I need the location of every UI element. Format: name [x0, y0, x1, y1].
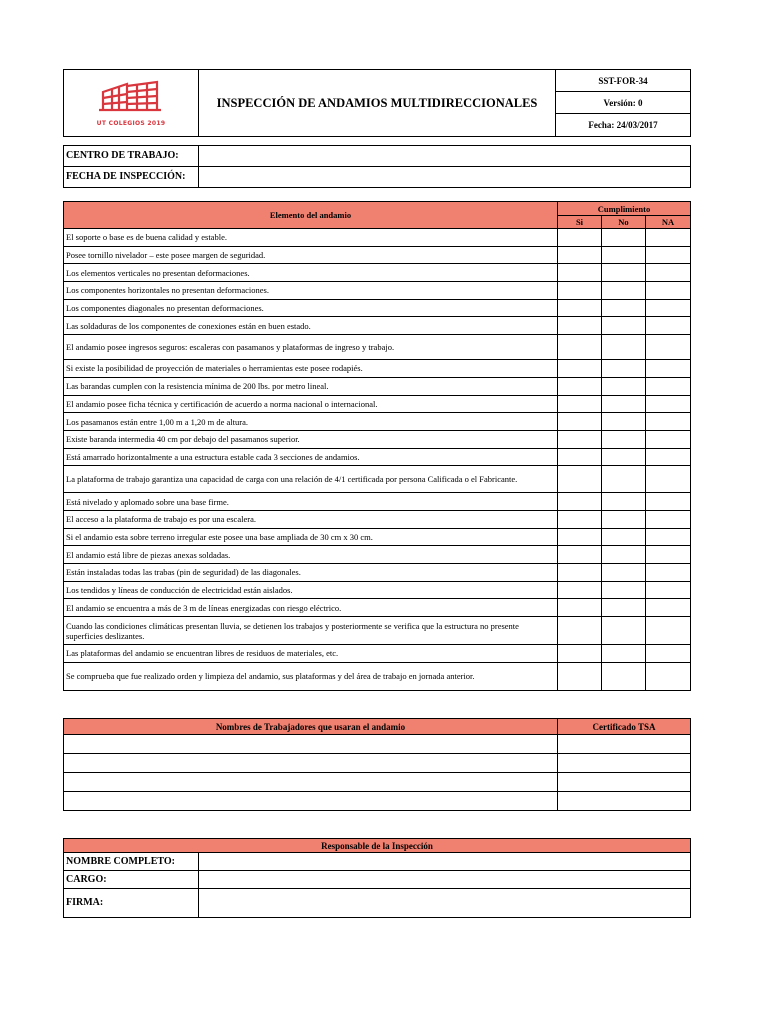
- checklist-item-text: Están instaladas todas las trabas (pin de seguridad) de las diagonales.: [64, 564, 558, 582]
- worker-name-field[interactable]: [64, 773, 558, 792]
- checkbox-si[interactable]: [558, 282, 602, 300]
- checklist-row: [64, 360, 691, 378]
- worker-cert-field[interactable]: [558, 754, 691, 773]
- checkbox-si[interactable]: [558, 581, 602, 599]
- checkbox-na[interactable]: [646, 430, 691, 448]
- fecha-inspeccion-label: FECHA DE INSPECCIÓN:: [64, 167, 199, 188]
- checkbox-no[interactable]: [602, 599, 646, 617]
- checkbox-si[interactable]: [558, 448, 602, 466]
- cargo-label: CARGO:: [64, 871, 199, 889]
- fecha-inspeccion-field[interactable]: [199, 167, 691, 188]
- checkbox-si[interactable]: [558, 662, 602, 690]
- nombre-completo-label: NOMBRE COMPLETO:: [64, 853, 199, 871]
- checklist-item-text: El soporte o base es de buena calidad y estable.: [64, 229, 558, 247]
- checkbox-na[interactable]: [646, 493, 691, 511]
- header-table: [63, 69, 691, 137]
- checkbox-na[interactable]: [646, 510, 691, 528]
- checkbox-si[interactable]: [558, 510, 602, 528]
- document-title: INSPECCIÓN DE ANDAMIOS MULTIDIRECCIONALES: [199, 70, 556, 137]
- worker-cert-field[interactable]: [558, 773, 691, 792]
- col-no-header: No: [602, 216, 646, 229]
- checklist-row: [64, 564, 691, 582]
- checkbox-na[interactable]: [646, 246, 691, 264]
- checklist-row: [64, 229, 691, 247]
- checkbox-na[interactable]: [646, 282, 691, 300]
- info-table: [63, 145, 691, 188]
- checkbox-si[interactable]: [558, 546, 602, 564]
- worker-name-field[interactable]: [64, 792, 558, 811]
- checkbox-si[interactable]: [558, 599, 602, 617]
- checkbox-si[interactable]: [558, 317, 602, 335]
- ut-colegios-logo-icon: [97, 78, 165, 116]
- worker-name-field[interactable]: [64, 735, 558, 754]
- worker-names-header: Nombres de Trabajadores que usaran el andamio: [64, 719, 558, 735]
- checkbox-no[interactable]: [602, 264, 646, 282]
- checkbox-na[interactable]: [646, 528, 691, 546]
- col-na-header: NA: [646, 216, 691, 229]
- workers-table: [63, 718, 691, 811]
- checklist-row: [64, 317, 691, 335]
- checkbox-no[interactable]: [602, 528, 646, 546]
- checkbox-na[interactable]: [646, 317, 691, 335]
- compliance-header: Cumplimiento: [558, 202, 691, 216]
- firma-label: FIRMA:: [64, 889, 199, 918]
- responsible-header: Responsable de la Inspección: [64, 839, 691, 853]
- tsa-cert-header: Certificado TSA: [558, 719, 691, 735]
- checkbox-no[interactable]: [602, 493, 646, 511]
- checkbox-na[interactable]: [646, 662, 691, 690]
- checklist-item-text: Las soldaduras de los componentes de conexiones están en buen estado.: [64, 317, 558, 335]
- document-version: Versión: 0: [556, 92, 691, 114]
- centro-trabajo-field[interactable]: [199, 146, 691, 167]
- checkbox-no[interactable]: [602, 317, 646, 335]
- checkbox-no[interactable]: [602, 466, 646, 493]
- checkbox-si[interactable]: [558, 395, 602, 413]
- worker-cert-field[interactable]: [558, 735, 691, 754]
- checkbox-na[interactable]: [646, 264, 691, 282]
- checkbox-no[interactable]: [602, 282, 646, 300]
- checklist-item-text: La plataforma de trabajo garantiza una capacidad de carga con una relación de 4/1 certificada por persona Calificada o el Fabricante.: [64, 466, 558, 493]
- checkbox-si[interactable]: [558, 430, 602, 448]
- checklist-row: [64, 599, 691, 617]
- checklist-item-text: El andamio posee ficha técnica y certificación de acuerdo a norma nacional o internacional.: [64, 395, 558, 413]
- checkbox-na[interactable]: [646, 581, 691, 599]
- checkbox-no[interactable]: [602, 564, 646, 582]
- checkbox-si[interactable]: [558, 528, 602, 546]
- checklist-row: [64, 546, 691, 564]
- checkbox-no[interactable]: [602, 413, 646, 431]
- checklist-row: [64, 645, 691, 663]
- checkbox-si[interactable]: [558, 466, 602, 493]
- checklist-item-text: Existe baranda intermedia 40 cm por debajo del pasamanos superior.: [64, 430, 558, 448]
- checklist-row: [64, 581, 691, 599]
- checklist-row: [64, 662, 691, 690]
- checklist-item-text: Las plataformas del andamio se encuentran libres de residuos de materiales, etc.: [64, 645, 558, 663]
- checklist-row: [64, 448, 691, 466]
- checklist-item-text: Los componentes diagonales no presentan deformaciones.: [64, 299, 558, 317]
- checkbox-no[interactable]: [602, 662, 646, 690]
- col-si-header: Si: [558, 216, 602, 229]
- checklist-item-text: Los pasamanos están entre 1,00 m a 1,20 m de altura.: [64, 413, 558, 431]
- checklist-row: [64, 264, 691, 282]
- checklist-item-text: Se comprueba que fue realizado orden y limpieza del andamio, sus plataformas y del área de trabajo en jornada anterior.: [64, 662, 558, 690]
- checklist-row: [64, 493, 691, 511]
- checkbox-na[interactable]: [646, 299, 691, 317]
- checklist-table: [63, 201, 691, 691]
- checkbox-no[interactable]: [602, 246, 646, 264]
- checklist-item-text: Las barandas cumplen con la resistencia mínima de 200 lbs. por metro lineal.: [64, 377, 558, 395]
- checkbox-na[interactable]: [646, 448, 691, 466]
- checkbox-si[interactable]: [558, 617, 602, 645]
- document-date: Fecha: 24/03/2017: [556, 114, 691, 137]
- checklist-row: [64, 617, 691, 645]
- checkbox-no[interactable]: [602, 510, 646, 528]
- checkbox-no[interactable]: [602, 335, 646, 360]
- checklist-item-text: Posee tornillo nivelador – este posee margen de seguridad.: [64, 246, 558, 264]
- checkbox-no[interactable]: [602, 617, 646, 645]
- checklist-item-text: Si existe la posibilidad de proyección de materiales o herramientas este posee rodapiés.: [64, 360, 558, 378]
- checkbox-si[interactable]: [558, 264, 602, 282]
- checkbox-no[interactable]: [602, 546, 646, 564]
- checkbox-si[interactable]: [558, 377, 602, 395]
- checklist-row: [64, 528, 691, 546]
- checkbox-si[interactable]: [558, 229, 602, 247]
- checkbox-na[interactable]: [646, 413, 691, 431]
- checklist-row: [64, 299, 691, 317]
- checklist-item-text: El andamio está libre de piezas anexas soldadas.: [64, 546, 558, 564]
- checkbox-na[interactable]: [646, 617, 691, 645]
- document-code: SST-FOR-34: [556, 70, 691, 92]
- checklist-item-text: Está amarrado horizontalmente a una estructura estable cada 3 secciones de andamios.: [64, 448, 558, 466]
- checkbox-no[interactable]: [602, 581, 646, 599]
- checkbox-no[interactable]: [602, 448, 646, 466]
- checklist-row: [64, 246, 691, 264]
- checkbox-na[interactable]: [646, 599, 691, 617]
- checkbox-na[interactable]: [646, 360, 691, 378]
- checklist-row: [64, 282, 691, 300]
- worker-cert-field[interactable]: [558, 792, 691, 811]
- checklist-item-text: Los elementos verticales no presentan deformaciones.: [64, 264, 558, 282]
- logo-text: UT COLEGIOS 2019: [96, 119, 166, 127]
- checkbox-si[interactable]: [558, 564, 602, 582]
- checkbox-no[interactable]: [602, 395, 646, 413]
- checkbox-si[interactable]: [558, 335, 602, 360]
- checklist-item-text: Cuando las condiciones climáticas presentan lluvia, se detienen los trabajos y posteriormente se verifica que la estructura no presente superficies deslizantes.: [64, 617, 558, 645]
- checkbox-no[interactable]: [602, 299, 646, 317]
- checkbox-si[interactable]: [558, 645, 602, 663]
- checkbox-si[interactable]: [558, 493, 602, 511]
- worker-name-field[interactable]: [64, 754, 558, 773]
- checkbox-si[interactable]: [558, 246, 602, 264]
- checklist-item-text: Los componentes horizontales no presentan deformaciones.: [64, 282, 558, 300]
- logo-cell: [64, 70, 199, 137]
- checkbox-na[interactable]: [646, 546, 691, 564]
- element-header: Elemento del andamio: [64, 202, 558, 229]
- checkbox-na[interactable]: [646, 395, 691, 413]
- checkbox-si[interactable]: [558, 413, 602, 431]
- checkbox-na[interactable]: [646, 377, 691, 395]
- checklist-row: [64, 335, 691, 360]
- checkbox-no[interactable]: [602, 360, 646, 378]
- checklist-row: [64, 395, 691, 413]
- checkbox-no[interactable]: [602, 645, 646, 663]
- responsible-table: [63, 838, 691, 918]
- checkbox-na[interactable]: [646, 564, 691, 582]
- checklist-item-text: Está nivelado y aplomado sobre una base firme.: [64, 493, 558, 511]
- checkbox-na[interactable]: [646, 466, 691, 493]
- checkbox-no[interactable]: [602, 430, 646, 448]
- checklist-item-text: El acceso a la plataforma de trabajo es por una escalera.: [64, 510, 558, 528]
- checkbox-no[interactable]: [602, 229, 646, 247]
- checklist-row: [64, 510, 691, 528]
- checklist-row: [64, 377, 691, 395]
- cargo-field[interactable]: [199, 871, 691, 889]
- checkbox-si[interactable]: [558, 299, 602, 317]
- checklist-item-text: El andamio posee ingresos seguros: escaleras con pasamanos y plataformas de ingreso y trabajo.: [64, 335, 558, 360]
- checkbox-no[interactable]: [602, 377, 646, 395]
- checkbox-na[interactable]: [646, 229, 691, 247]
- checklist-row: [64, 466, 691, 493]
- checkbox-na[interactable]: [646, 335, 691, 360]
- checklist-item-text: El andamio se encuentra a más de 3 m de líneas energizadas con riesgo eléctrico.: [64, 599, 558, 617]
- nombre-completo-field[interactable]: [199, 853, 691, 871]
- centro-trabajo-label: CENTRO DE TRABAJO:: [64, 146, 199, 167]
- checklist-row: [64, 430, 691, 448]
- checklist-item-text: Si el andamio esta sobre terreno irregular este posee una base ampliada de 30 cm x 30 cm.: [64, 528, 558, 546]
- checkbox-na[interactable]: [646, 645, 691, 663]
- checkbox-si[interactable]: [558, 360, 602, 378]
- checklist-item-text: Los tendidos y líneas de conducción de electricidad están aislados.: [64, 581, 558, 599]
- firma-field[interactable]: [199, 889, 691, 918]
- checklist-row: [64, 413, 691, 431]
